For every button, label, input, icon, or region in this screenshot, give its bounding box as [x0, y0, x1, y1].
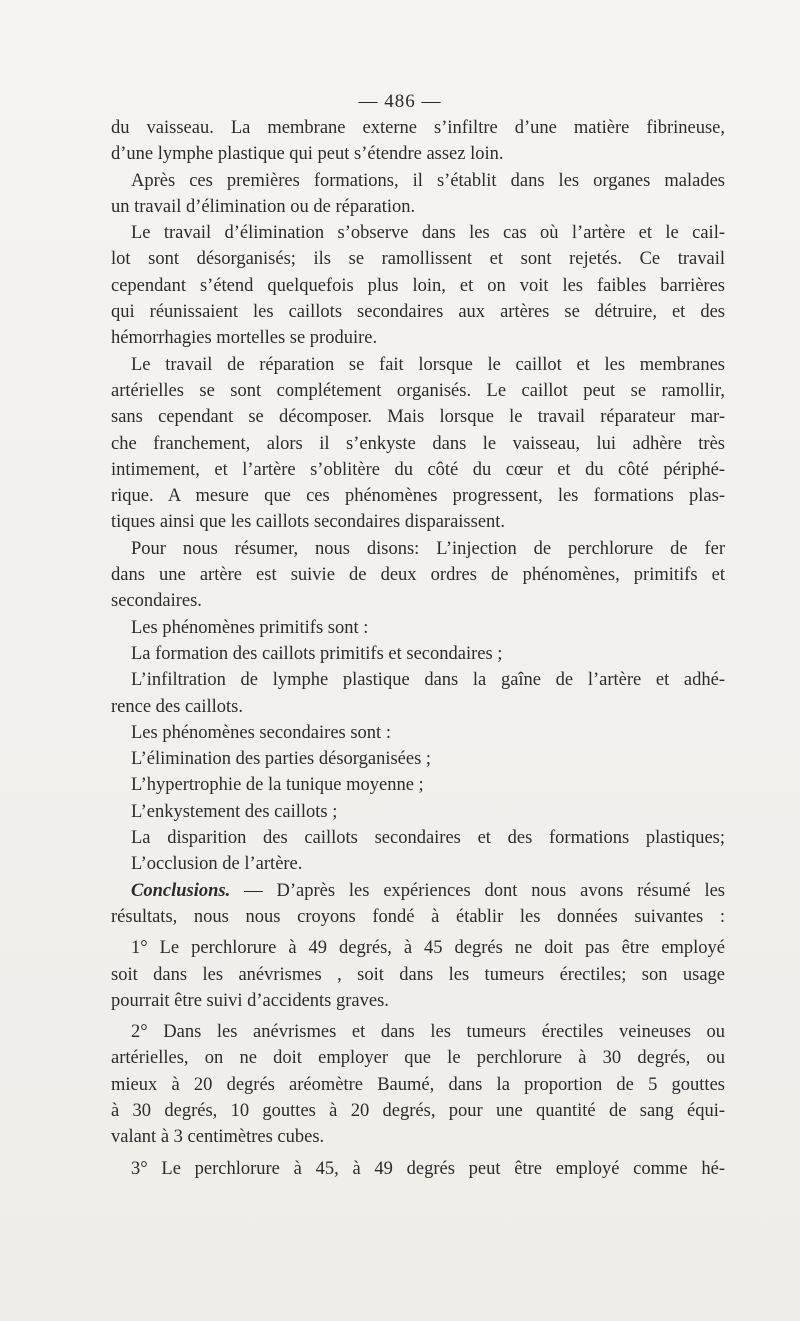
text-line: dans une artère est suivie de deux ordres de phénomènes, primitifs et: [111, 565, 725, 586]
page-number: — 486 —: [358, 91, 442, 112]
text-line: artérielles, on ne doit employer que le perchlorure à 30 degrés, ou: [111, 1048, 725, 1069]
text-line: secondaires.: [111, 591, 202, 612]
text-line: mieux à 20 degrés aréomètre Baumé, dans la proportion de 5 gouttes: [111, 1074, 725, 1095]
text-line: Pour nous résumer, nous disons: L’injection de perchlorure de fer: [131, 538, 725, 559]
text-line: pourrait être suivi d’accidents graves.: [111, 990, 389, 1011]
text-line: Les phénomènes primitifs sont :: [131, 617, 369, 638]
text-line: cependant s’étend quelquefois plus loin, et on voit les faibles barrières: [111, 275, 725, 296]
text-line: L’élimination des parties désorganisées ;: [131, 749, 432, 770]
text-line: un travail d’élimination ou de réparation.: [111, 196, 416, 217]
text-line: sans cependant se décomposer. Mais lorsque le travail réparateur mar-: [111, 407, 725, 428]
text-line: Après ces premières formations, il s’établit dans les organes malades: [131, 170, 725, 191]
conclusions-text: — D’après les expériences dont nous avons résumé les: [230, 880, 725, 901]
body-text: [111, 115, 725, 1182]
text-line: hémorrhagies mortelles se produire.: [111, 328, 378, 349]
text-line: 3° Le perchlorure à 45, à 49 degrés peut être employé comme hé-: [131, 1158, 725, 1179]
text-line: che franchement, alors il s’enkyste dans le vaisseau, lui adhère très: [111, 433, 725, 454]
text-line: résultats, nous nous croyons fondé à établir les données suivantes :: [111, 906, 725, 927]
text-line: à 30 degrés, 10 gouttes à 20 degrés, pour une quantité de sang équi-: [111, 1100, 725, 1121]
text-line: La formation des caillots primitifs et secondaires ;: [131, 643, 503, 664]
text-line: rence des caillots.: [111, 696, 244, 717]
text-line: L’hypertrophie de la tunique moyenne ;: [131, 775, 424, 796]
text-line: soit dans les anévrismes , soit dans les tumeurs érectiles; son usage: [111, 964, 725, 985]
text-line: intimement, et l’artère s’oblitère du côté du cœur et du côté périphé-: [111, 459, 725, 480]
conclusions-label: Conclusions.: [131, 880, 231, 901]
text-line: du vaisseau. La membrane externe s’infiltre d’une matière fibrineuse,: [111, 118, 725, 138]
text-line: 1° Le perchlorure à 49 degrés, à 45 degrés ne doit pas être employé: [131, 938, 725, 959]
text-line: artérielles se sont complétement organisés. Le caillot peut se ramollir,: [111, 380, 725, 401]
text-line: d’une lymphe plastique qui peut s’étendre assez loin.: [111, 144, 504, 165]
text-line: Le travail de réparation se fait lorsque le caillot et les membranes: [131, 354, 725, 375]
text-line: L’infiltration de lymphe plastique dans la gaîne de l’artère et adhé-: [131, 670, 725, 691]
text-line: Le travail d’élimination s’observe dans les cas où l’artère et le cail-: [131, 223, 725, 244]
text-line: L’occlusion de l’artère.: [131, 854, 303, 875]
text-line: valant à 3 centimètres cubes.: [111, 1127, 325, 1148]
text-line: qui réunissaient les caillots secondaires aux artères se détruire, et des: [111, 302, 725, 323]
text-line: rique. A mesure que ces phénomènes progressent, les formations plas-: [111, 486, 725, 507]
text-line: 2° Dans les anévrismes et dans les tumeurs érectiles veineuses ou: [131, 1022, 725, 1043]
text-line: La disparition des caillots secondaires et des formations plastiques;: [131, 828, 725, 849]
text-line: Les phénomènes secondaires sont :: [131, 722, 391, 743]
text-line: lot sont désorganisés; ils se ramollissent et sont rejetés. Ce travail: [111, 249, 725, 270]
conclusions-line: [111, 878, 725, 904]
text-line: tiques ainsi que les caillots secondaires disparaissent.: [111, 512, 506, 533]
text-line: L’enkystement des caillots ;: [131, 801, 338, 822]
